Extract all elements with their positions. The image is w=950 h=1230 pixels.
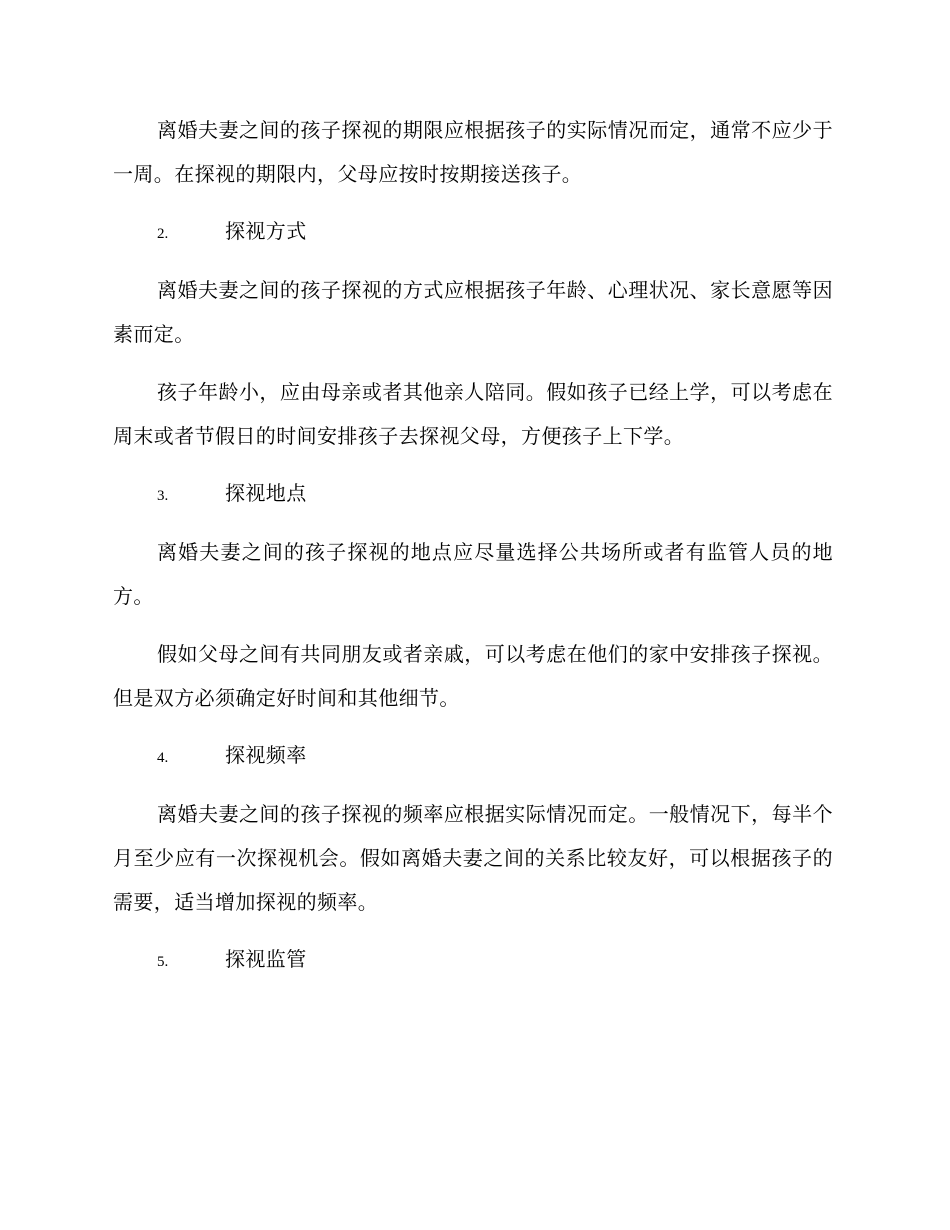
- paragraph-visit-location: 离婚夫妻之间的孩子探视的地点应尽量选择公共场所或者有监管人员的地方。: [113, 540, 833, 608]
- section-heading-visit-method: [157, 216, 307, 246]
- section-title: 探视频率: [225, 743, 307, 767]
- paragraph-visit-method: 离婚夫妻之间的孩子探视的方式应根据孩子年龄、心理状况、家长意愿等因素而定。: [113, 278, 833, 346]
- section-number: 2.: [157, 226, 169, 242]
- section-heading-visit-supervision: [157, 944, 307, 974]
- paragraph-visit-frequency: 离婚夫妻之间的孩子探视的频率应根据实际情况而定。一般情况下，每半个月至少应有一次探视机会。假如离婚夫妻之间的关系比较友好，可以根据孩子的需要，适当增加探视的频率。: [113, 802, 833, 914]
- section-heading-visit-location: [157, 478, 307, 508]
- section-heading-visit-frequency: [157, 740, 307, 770]
- section-title: 探视方式: [225, 219, 307, 243]
- section-number: 4.: [157, 750, 169, 766]
- paragraph-visit-period: 离婚夫妻之间的孩子探视的期限应根据孩子的实际情况而定，通常不应少于一周。在探视的期限内，父母应按时按期接送孩子。: [113, 118, 833, 186]
- paragraph-visit-location-detail: 假如父母之间有共同朋友或者亲戚，可以考虑在他们的家中安排孩子探视。但是双方必须确定好时间和其他细节。: [113, 642, 833, 710]
- section-title: 探视地点: [225, 481, 307, 505]
- section-number: 5.: [157, 954, 169, 970]
- section-number: 3.: [157, 488, 169, 504]
- section-title: 探视监管: [225, 947, 307, 971]
- paragraph-visit-method-detail: 孩子年龄小，应由母亲或者其他亲人陪同。假如孩子已经上学，可以考虑在周末或者节假日的时间安排孩子去探视父母，方便孩子上下学。: [113, 380, 833, 448]
